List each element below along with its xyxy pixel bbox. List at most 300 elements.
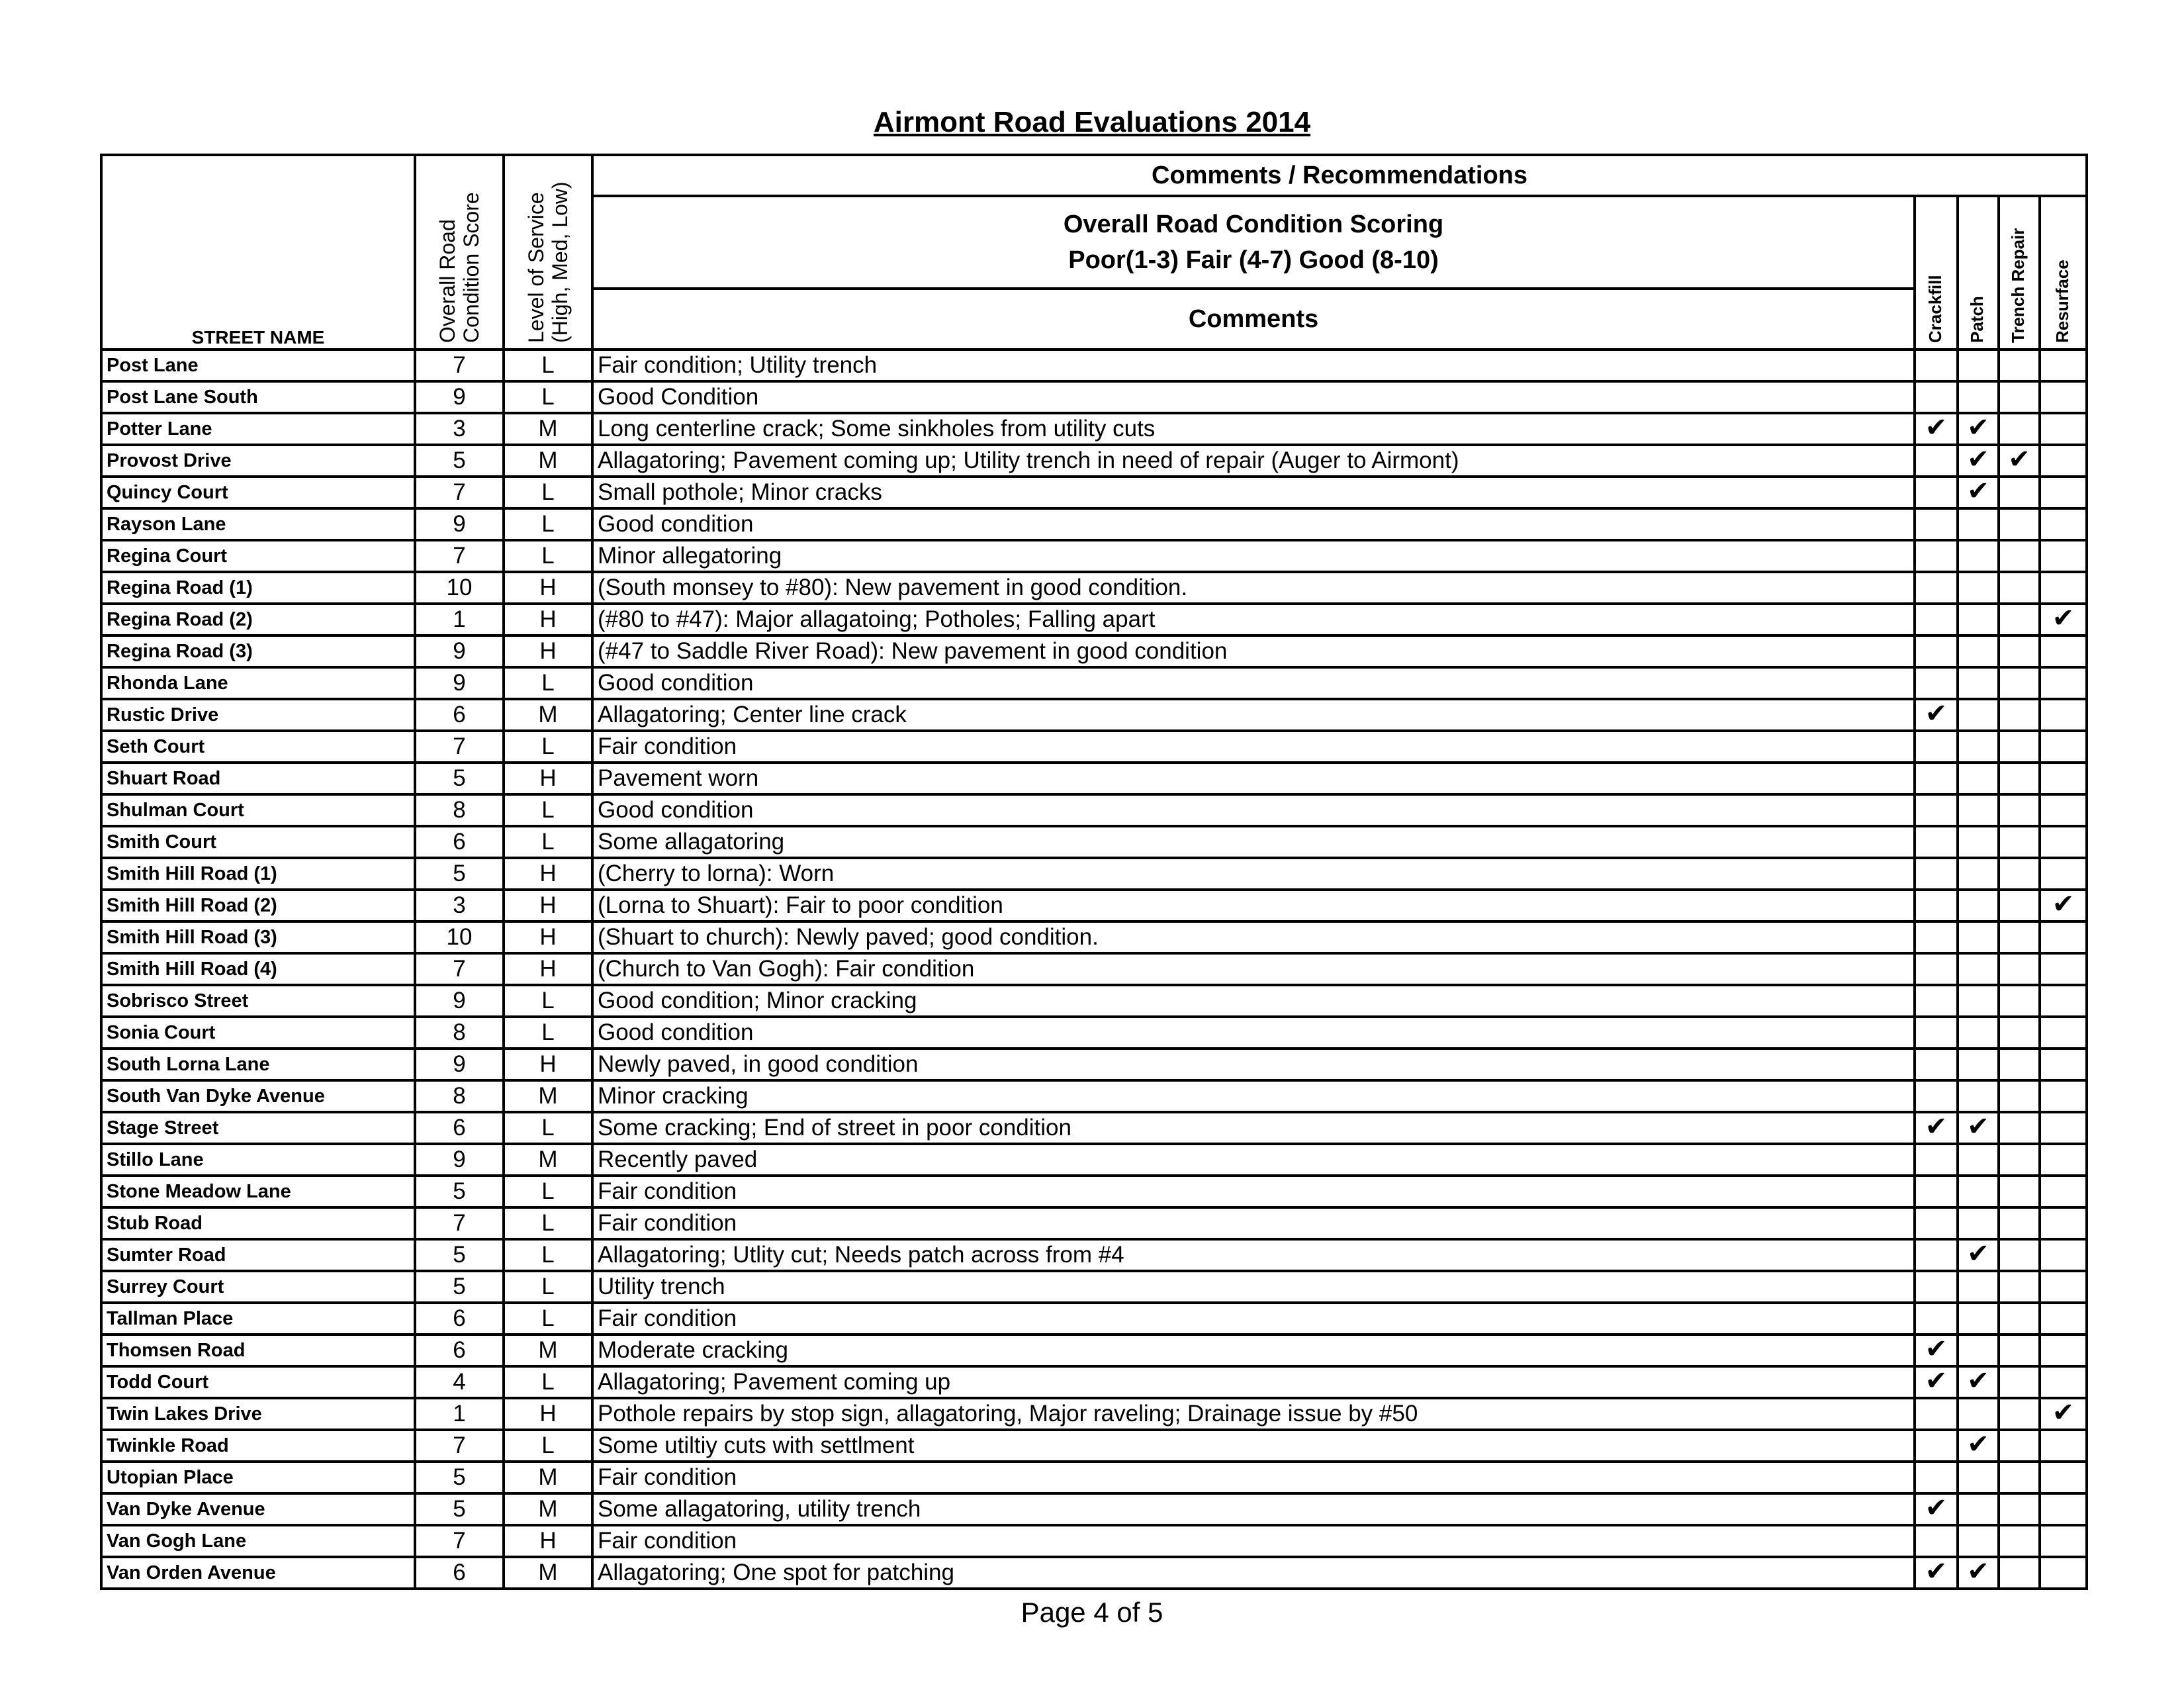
comment-cell: (#80 to #47): Major allagatoing; Potholes; Falling apart bbox=[592, 604, 1915, 635]
condition-score-cell: 7 bbox=[415, 1207, 504, 1239]
level-of-service-cell: H bbox=[504, 572, 592, 604]
condition-score-cell: 9 bbox=[415, 1049, 504, 1080]
crackfill-cell bbox=[1915, 1271, 1958, 1303]
level-of-service-cell: L bbox=[504, 667, 592, 699]
level-of-service-cell: H bbox=[504, 604, 592, 635]
level-of-service-cell: L bbox=[504, 1303, 592, 1335]
resurface-cell bbox=[2040, 1335, 2087, 1366]
trench-repair-cell bbox=[1999, 890, 2040, 921]
patch-cell bbox=[1958, 890, 1999, 921]
level-of-service-cell: L bbox=[504, 540, 592, 572]
comment-cell: Fair condition bbox=[592, 1207, 1915, 1239]
resurface-cell bbox=[2040, 1112, 2087, 1144]
patch-cell bbox=[1958, 1112, 1999, 1144]
resurface-cell bbox=[2040, 763, 2087, 794]
crackfill-check-icon: ✔ bbox=[1925, 1366, 1948, 1395]
level-of-service-cell: L bbox=[504, 1271, 592, 1303]
table-row bbox=[101, 1525, 2087, 1557]
condition-score-cell: 6 bbox=[415, 826, 504, 858]
street-name-cell: Regina Road (1) bbox=[101, 572, 415, 604]
level-of-service-cell: H bbox=[504, 635, 592, 667]
resurface-cell bbox=[2040, 1144, 2087, 1176]
crackfill-header bbox=[1915, 196, 1958, 350]
table-row bbox=[101, 381, 2087, 413]
comment-cell: Allagatoring; Center line crack bbox=[592, 699, 1915, 731]
level-of-service-cell: M bbox=[504, 1557, 592, 1589]
patch-cell bbox=[1958, 1144, 1999, 1176]
condition-score-cell: 6 bbox=[415, 699, 504, 731]
patch-cell bbox=[1958, 858, 1999, 890]
crackfill-check-icon: ✔ bbox=[1925, 1557, 1948, 1586]
crackfill-cell bbox=[1915, 985, 1958, 1017]
crackfill-cell bbox=[1915, 1017, 1958, 1049]
crackfill-cell bbox=[1915, 1080, 1958, 1112]
resurface-cell bbox=[2040, 985, 2087, 1017]
table-row bbox=[101, 540, 2087, 572]
street-name-cell: Todd Court bbox=[101, 1366, 415, 1398]
patch-cell bbox=[1958, 1462, 1999, 1493]
table-row bbox=[101, 731, 2087, 763]
condition-score-cell: 6 bbox=[415, 1112, 504, 1144]
resurface-cell bbox=[2040, 604, 2087, 635]
patch-check-icon: ✔ bbox=[1967, 477, 1989, 506]
trench-repair-cell bbox=[1999, 1080, 2040, 1112]
trench-repair-cell bbox=[1999, 445, 2040, 477]
condition-score-cell: 6 bbox=[415, 1303, 504, 1335]
comment-cell: (#47 to Saddle River Road): New pavement in good condition bbox=[592, 635, 1915, 667]
comment-cell: Good condition; Minor cracking bbox=[592, 985, 1915, 1017]
condition-score-cell: 7 bbox=[415, 350, 504, 381]
level-of-service-cell: L bbox=[504, 381, 592, 413]
patch-cell bbox=[1958, 794, 1999, 826]
level-of-service-cell: H bbox=[504, 890, 592, 921]
table-row bbox=[101, 1017, 2087, 1049]
street-name-cell: Rhonda Lane bbox=[101, 667, 415, 699]
resurface-cell bbox=[2040, 350, 2087, 381]
trench-repair-cell bbox=[1999, 477, 2040, 508]
page-title: Airmont Road Evaluations 2014 bbox=[873, 106, 1311, 138]
trench-repair-cell bbox=[1999, 1557, 2040, 1589]
comment-cell: Minor allegatoring bbox=[592, 540, 1915, 572]
comment-cell: Fair condition; Utility trench bbox=[592, 350, 1915, 381]
level-of-service-cell: H bbox=[504, 921, 592, 953]
table-row bbox=[101, 350, 2087, 381]
trench-repair-cell bbox=[1999, 794, 2040, 826]
condition-score-cell: 7 bbox=[415, 1430, 504, 1462]
trench-repair-cell bbox=[1999, 1462, 2040, 1493]
crackfill-cell bbox=[1915, 667, 1958, 699]
level-of-service-cell: L bbox=[504, 731, 592, 763]
patch-header-label: Patch bbox=[1967, 296, 1987, 343]
resurface-cell bbox=[2040, 1271, 2087, 1303]
trench-repair-cell bbox=[1999, 350, 2040, 381]
table-row bbox=[101, 508, 2087, 540]
trench-repair-check-icon: ✔ bbox=[2008, 445, 2030, 474]
crackfill-check-icon: ✔ bbox=[1925, 413, 1948, 442]
trench-repair-cell bbox=[1999, 1271, 2040, 1303]
resurface-cell bbox=[2040, 1398, 2087, 1430]
patch-cell bbox=[1958, 1176, 1999, 1207]
resurface-cell bbox=[2040, 826, 2087, 858]
patch-cell bbox=[1958, 921, 1999, 953]
crackfill-cell bbox=[1915, 763, 1958, 794]
comment-cell: Good condition bbox=[592, 794, 1915, 826]
comment-cell: Allagatoring; Pavement coming up; Utility trench in need of repair (Auger to Airmont) bbox=[592, 445, 1915, 477]
patch-cell bbox=[1958, 1398, 1999, 1430]
level-of-service-cell: M bbox=[504, 413, 592, 445]
patch-cell bbox=[1958, 604, 1999, 635]
comment-cell: (Cherry to lorna): Worn bbox=[592, 858, 1915, 890]
condition-score-cell: 3 bbox=[415, 413, 504, 445]
trench-repair-cell bbox=[1999, 635, 2040, 667]
crackfill-check-icon: ✔ bbox=[1925, 1112, 1948, 1141]
resurface-cell bbox=[2040, 1462, 2087, 1493]
patch-check-icon: ✔ bbox=[1967, 1557, 1989, 1586]
condition-score-cell: 1 bbox=[415, 1398, 504, 1430]
comment-cell: (Shuart to church): Newly paved; good condition. bbox=[592, 921, 1915, 953]
comment-cell: Pothole repairs by stop sign, allagatoring, Major raveling; Drainage issue by #50 bbox=[592, 1398, 1915, 1430]
street-name-cell: Smith Court bbox=[101, 826, 415, 858]
level-of-service-cell: L bbox=[504, 826, 592, 858]
table-row bbox=[101, 445, 2087, 477]
table-row bbox=[101, 699, 2087, 731]
patch-check-icon: ✔ bbox=[1967, 1239, 1989, 1268]
resurface-cell bbox=[2040, 699, 2087, 731]
patch-cell bbox=[1958, 985, 1999, 1017]
scoring-legend-line1: Overall Road Condition Scoring bbox=[1063, 211, 1444, 238]
level-of-service-cell: L bbox=[504, 1239, 592, 1271]
condition-score-cell: 7 bbox=[415, 731, 504, 763]
table-row bbox=[101, 1049, 2087, 1080]
comment-cell: Some utiltiy cuts with settlment bbox=[592, 1430, 1915, 1462]
table-row bbox=[101, 1239, 2087, 1271]
condition-score-cell: 1 bbox=[415, 604, 504, 635]
table-row bbox=[101, 1112, 2087, 1144]
crackfill-cell bbox=[1915, 1462, 1958, 1493]
street-name-cell: Stage Street bbox=[101, 1112, 415, 1144]
street-name-cell: Tallman Place bbox=[101, 1303, 415, 1335]
comments-recommendations-header: Comments / Recommendations bbox=[592, 155, 2087, 196]
trench-repair-cell bbox=[1999, 413, 2040, 445]
crackfill-header-label: Crackfill bbox=[1925, 275, 1945, 343]
condition-score-cell: 10 bbox=[415, 921, 504, 953]
trench-repair-cell bbox=[1999, 1207, 2040, 1239]
table-row bbox=[101, 413, 2087, 445]
comment-cell: Allagatoring; One spot for patching bbox=[592, 1557, 1915, 1589]
crackfill-cell bbox=[1915, 604, 1958, 635]
comment-cell: (Church to Van Gogh): Fair condition bbox=[592, 953, 1915, 985]
condition-score-cell: 9 bbox=[415, 1144, 504, 1176]
crackfill-cell bbox=[1915, 413, 1958, 445]
patch-cell bbox=[1958, 1207, 1999, 1239]
crackfill-cell bbox=[1915, 350, 1958, 381]
resurface-header bbox=[2040, 196, 2087, 350]
resurface-cell bbox=[2040, 635, 2087, 667]
crackfill-cell bbox=[1915, 1176, 1958, 1207]
level-of-service-cell: L bbox=[504, 477, 592, 508]
crackfill-cell bbox=[1915, 1049, 1958, 1080]
condition-score-cell: 7 bbox=[415, 953, 504, 985]
street-name-cell: Shulman Court bbox=[101, 794, 415, 826]
level-of-service-header bbox=[504, 155, 592, 350]
trench-repair-cell bbox=[1999, 572, 2040, 604]
level-of-service-cell: L bbox=[504, 794, 592, 826]
comment-cell: Good condition bbox=[592, 1017, 1915, 1049]
trench-repair-cell bbox=[1999, 763, 2040, 794]
patch-cell bbox=[1958, 445, 1999, 477]
resurface-cell bbox=[2040, 1239, 2087, 1271]
trench-repair-cell bbox=[1999, 1335, 2040, 1366]
street-name-cell: Regina Road (2) bbox=[101, 604, 415, 635]
road-evaluation-table bbox=[100, 154, 2088, 1590]
patch-cell bbox=[1958, 572, 1999, 604]
crackfill-cell bbox=[1915, 1207, 1958, 1239]
patch-check-icon: ✔ bbox=[1967, 1112, 1989, 1141]
resurface-cell bbox=[2040, 953, 2087, 985]
trench-repair-cell bbox=[1999, 1017, 2040, 1049]
trench-repair-cell bbox=[1999, 985, 2040, 1017]
patch-cell bbox=[1958, 1493, 1999, 1525]
level-of-service-cell: M bbox=[504, 445, 592, 477]
table-row bbox=[101, 477, 2087, 508]
street-name-cell: Smith Hill Road (3) bbox=[101, 921, 415, 953]
comment-cell: Pavement worn bbox=[592, 763, 1915, 794]
table-header bbox=[101, 155, 2087, 350]
condition-score-cell: 6 bbox=[415, 1335, 504, 1366]
street-name-cell: Smith Hill Road (4) bbox=[101, 953, 415, 985]
table-row bbox=[101, 890, 2087, 921]
condition-score-cell: 9 bbox=[415, 667, 504, 699]
comment-cell: Moderate cracking bbox=[592, 1335, 1915, 1366]
level-of-service-cell: M bbox=[504, 1080, 592, 1112]
level-of-service-cell: H bbox=[504, 1398, 592, 1430]
crackfill-cell bbox=[1915, 1525, 1958, 1557]
comment-cell: Recently paved bbox=[592, 1144, 1915, 1176]
condition-score-cell: 9 bbox=[415, 381, 504, 413]
patch-cell bbox=[1958, 635, 1999, 667]
resurface-cell bbox=[2040, 858, 2087, 890]
resurface-check-icon: ✔ bbox=[2052, 1398, 2075, 1427]
comment-cell: Allagatoring; Pavement coming up bbox=[592, 1366, 1915, 1398]
condition-score-cell: 8 bbox=[415, 1080, 504, 1112]
patch-cell bbox=[1958, 350, 1999, 381]
crackfill-cell bbox=[1915, 1366, 1958, 1398]
comment-cell: Fair condition bbox=[592, 1525, 1915, 1557]
comment-cell: Fair condition bbox=[592, 1462, 1915, 1493]
resurface-cell bbox=[2040, 1049, 2087, 1080]
trench-repair-cell bbox=[1999, 826, 2040, 858]
street-name-cell: South Van Dyke Avenue bbox=[101, 1080, 415, 1112]
street-name-cell: Seth Court bbox=[101, 731, 415, 763]
condition-score-cell: 8 bbox=[415, 794, 504, 826]
crackfill-cell bbox=[1915, 1557, 1958, 1589]
resurface-cell bbox=[2040, 794, 2087, 826]
comment-cell: Good condition bbox=[592, 508, 1915, 540]
resurface-cell bbox=[2040, 921, 2087, 953]
street-name-cell: Regina Court bbox=[101, 540, 415, 572]
crackfill-cell bbox=[1915, 1112, 1958, 1144]
street-name-cell: Sobrisco Street bbox=[101, 985, 415, 1017]
comment-cell: Allagatoring; Utlity cut; Needs patch across from #4 bbox=[592, 1239, 1915, 1271]
condition-score-cell: 5 bbox=[415, 1239, 504, 1271]
patch-cell bbox=[1958, 763, 1999, 794]
condition-score-cell: 5 bbox=[415, 1271, 504, 1303]
table-row bbox=[101, 1398, 2087, 1430]
crackfill-cell bbox=[1915, 477, 1958, 508]
resurface-check-icon: ✔ bbox=[2052, 604, 2075, 633]
street-name-cell: Post Lane South bbox=[101, 381, 415, 413]
level-of-service-cell: M bbox=[504, 1462, 592, 1493]
patch-cell bbox=[1958, 540, 1999, 572]
street-name-cell: Sonia Court bbox=[101, 1017, 415, 1049]
condition-score-cell: 9 bbox=[415, 635, 504, 667]
comment-cell: Fair condition bbox=[592, 1176, 1915, 1207]
crackfill-cell bbox=[1915, 1398, 1958, 1430]
resurface-cell bbox=[2040, 477, 2087, 508]
patch-cell bbox=[1958, 667, 1999, 699]
patch-cell bbox=[1958, 731, 1999, 763]
crackfill-cell bbox=[1915, 1430, 1958, 1462]
table-row bbox=[101, 667, 2087, 699]
resurface-cell bbox=[2040, 540, 2087, 572]
trench-repair-cell bbox=[1999, 508, 2040, 540]
scoring-legend-line2: Poor(1-3) Fair (4-7) Good (8-10) bbox=[1068, 246, 1439, 274]
comment-cell: Fair condition bbox=[592, 1303, 1915, 1335]
comment-cell: Minor cracking bbox=[592, 1080, 1915, 1112]
level-of-service-cell: L bbox=[504, 350, 592, 381]
table-row bbox=[101, 635, 2087, 667]
condition-score-cell: 7 bbox=[415, 540, 504, 572]
comment-cell: Small pothole; Minor cracks bbox=[592, 477, 1915, 508]
level-of-service-cell: M bbox=[504, 1144, 592, 1176]
table-row bbox=[101, 604, 2087, 635]
patch-cell bbox=[1958, 1303, 1999, 1335]
trench-repair-cell bbox=[1999, 1398, 2040, 1430]
level-of-service-cell: L bbox=[504, 985, 592, 1017]
patch-cell bbox=[1958, 1271, 1999, 1303]
street-name-cell: Surrey Court bbox=[101, 1271, 415, 1303]
resurface-cell bbox=[2040, 381, 2087, 413]
resurface-cell bbox=[2040, 572, 2087, 604]
street-name-cell: Rayson Lane bbox=[101, 508, 415, 540]
comment-cell: (South monsey to #80): New pavement in good condition. bbox=[592, 572, 1915, 604]
patch-cell bbox=[1958, 1335, 1999, 1366]
comment-cell: Good condition bbox=[592, 667, 1915, 699]
level-of-service-header-line1: Level of Service bbox=[524, 192, 548, 343]
table-row bbox=[101, 953, 2087, 985]
level-of-service-cell: L bbox=[504, 1366, 592, 1398]
crackfill-cell bbox=[1915, 731, 1958, 763]
patch-cell bbox=[1958, 1366, 1999, 1398]
street-name-cell: Provost Drive bbox=[101, 445, 415, 477]
crackfill-cell bbox=[1915, 953, 1958, 985]
patch-cell bbox=[1958, 1525, 1999, 1557]
condition-score-cell: 4 bbox=[415, 1366, 504, 1398]
level-of-service-cell: L bbox=[504, 1017, 592, 1049]
table-row bbox=[101, 1303, 2087, 1335]
street-name-cell: Stub Road bbox=[101, 1207, 415, 1239]
trench-repair-cell bbox=[1999, 1239, 2040, 1271]
crackfill-check-icon: ✔ bbox=[1925, 1335, 1948, 1364]
condition-score-cell: 7 bbox=[415, 477, 504, 508]
street-name-cell: South Lorna Lane bbox=[101, 1049, 415, 1080]
crackfill-cell bbox=[1915, 508, 1958, 540]
resurface-cell bbox=[2040, 508, 2087, 540]
trench-repair-cell bbox=[1999, 1525, 2040, 1557]
table-row bbox=[101, 1557, 2087, 1589]
trench-repair-cell bbox=[1999, 1144, 2040, 1176]
condition-score-header-line2: Condition Score bbox=[459, 192, 483, 343]
crackfill-cell bbox=[1915, 858, 1958, 890]
resurface-cell bbox=[2040, 890, 2087, 921]
trench-repair-cell bbox=[1999, 699, 2040, 731]
crackfill-cell bbox=[1915, 635, 1958, 667]
comment-cell: Some allagatoring, utility trench bbox=[592, 1493, 1915, 1525]
street-name-cell: Sumter Road bbox=[101, 1239, 415, 1271]
crackfill-cell bbox=[1915, 1335, 1958, 1366]
condition-score-header-line1: Overall Road bbox=[435, 219, 459, 343]
patch-cell bbox=[1958, 699, 1999, 731]
street-name-cell: Van Dyke Avenue bbox=[101, 1493, 415, 1525]
patch-cell bbox=[1958, 508, 1999, 540]
patch-check-icon: ✔ bbox=[1967, 1366, 1989, 1395]
trench-repair-cell bbox=[1999, 381, 2040, 413]
condition-score-cell: 10 bbox=[415, 572, 504, 604]
condition-score-cell: 8 bbox=[415, 1017, 504, 1049]
trench-repair-cell bbox=[1999, 1303, 2040, 1335]
patch-cell bbox=[1958, 1017, 1999, 1049]
crackfill-check-icon: ✔ bbox=[1925, 1493, 1948, 1523]
patch-cell bbox=[1958, 826, 1999, 858]
patch-header bbox=[1958, 196, 1999, 350]
condition-score-cell: 3 bbox=[415, 890, 504, 921]
table-row bbox=[101, 858, 2087, 890]
condition-score-header bbox=[415, 155, 504, 350]
trench-repair-cell bbox=[1999, 540, 2040, 572]
patch-check-icon: ✔ bbox=[1967, 413, 1989, 442]
trench-repair-cell bbox=[1999, 1430, 2040, 1462]
patch-cell bbox=[1958, 1239, 1999, 1271]
street-name-cell: Quincy Court bbox=[101, 477, 415, 508]
patch-check-icon: ✔ bbox=[1967, 445, 1989, 474]
trench-repair-cell bbox=[1999, 1176, 2040, 1207]
trench-repair-cell bbox=[1999, 953, 2040, 985]
street-name-cell: Potter Lane bbox=[101, 413, 415, 445]
street-name-cell: Post Lane bbox=[101, 350, 415, 381]
condition-score-cell: 5 bbox=[415, 763, 504, 794]
crackfill-cell bbox=[1915, 699, 1958, 731]
resurface-cell bbox=[2040, 1557, 2087, 1589]
crackfill-check-icon: ✔ bbox=[1925, 699, 1948, 728]
condition-score-cell: 9 bbox=[415, 508, 504, 540]
crackfill-cell bbox=[1915, 381, 1958, 413]
comment-cell: Some cracking; End of street in poor condition bbox=[592, 1112, 1915, 1144]
street-name-cell: Regina Road (3) bbox=[101, 635, 415, 667]
scoring-legend-header bbox=[592, 196, 1915, 289]
resurface-cell bbox=[2040, 731, 2087, 763]
comments-header: Comments bbox=[592, 289, 1915, 350]
comment-cell: Some allagatoring bbox=[592, 826, 1915, 858]
level-of-service-header-line2: (High, Med, Low) bbox=[548, 181, 572, 343]
crackfill-cell bbox=[1915, 826, 1958, 858]
crackfill-cell bbox=[1915, 794, 1958, 826]
table-row bbox=[101, 921, 2087, 953]
table-row bbox=[101, 763, 2087, 794]
street-name-cell: Stone Meadow Lane bbox=[101, 1176, 415, 1207]
resurface-cell bbox=[2040, 1430, 2087, 1462]
resurface-cell bbox=[2040, 667, 2087, 699]
street-name-cell: Van Orden Avenue bbox=[101, 1557, 415, 1589]
